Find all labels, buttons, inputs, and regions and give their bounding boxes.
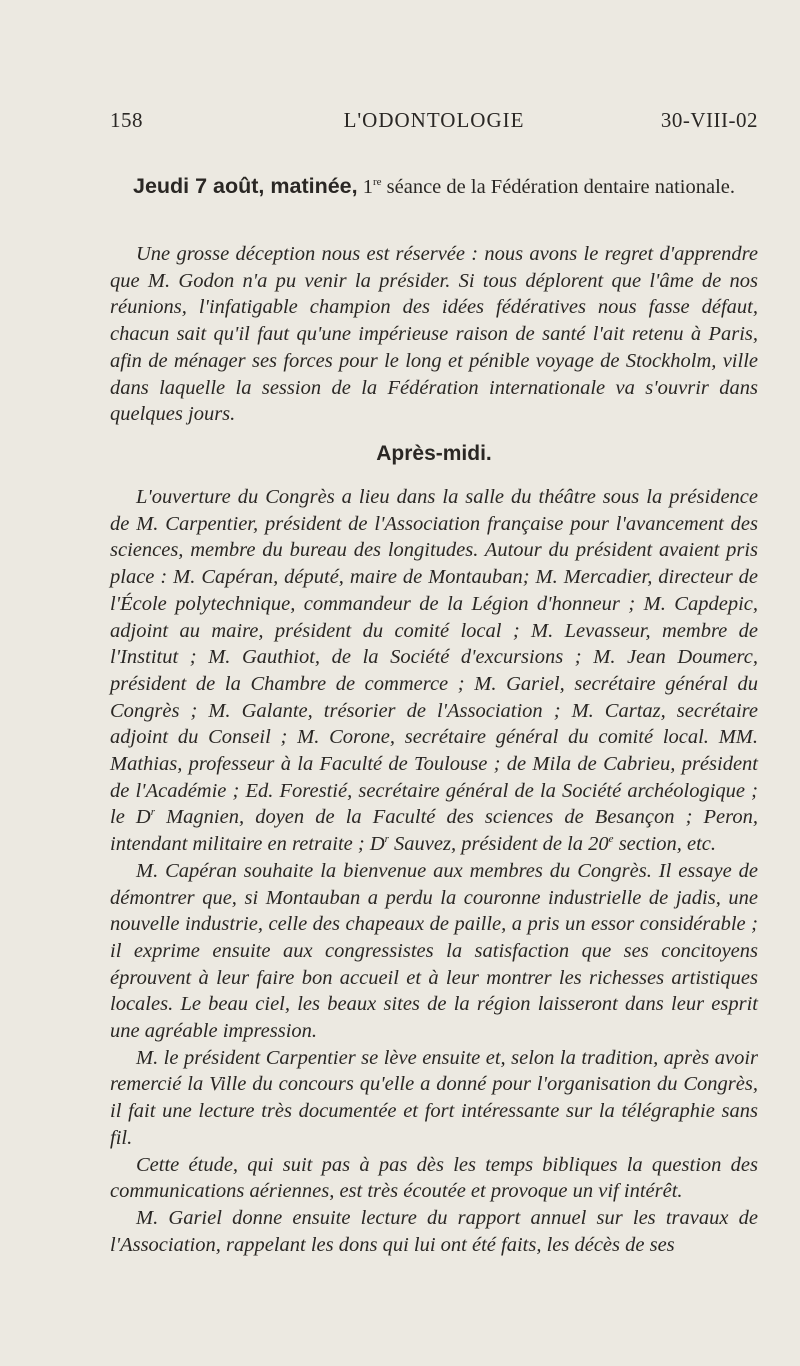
session-heading xyxy=(110,172,758,202)
page-number: 158 xyxy=(110,108,143,132)
journal-title: L'ODONTOLOGIE xyxy=(343,108,525,132)
afternoon-heading: Après-midi. xyxy=(376,442,492,465)
afternoon-section xyxy=(110,484,758,1258)
session-ordinal-suffix: re xyxy=(372,176,382,189)
paragraph-study: Cette étude, qui suit pas à pas dès les temps bibliques la question des communications aériennes, est très écoutée et provoque un vif intérêt. xyxy=(110,1153,758,1203)
paragraph-president: M. le président Carpentier se lève ensuite et, selon la tradition, après avoir remercié la Ville du concours qu'elle a donné pour l'organisation du Congrès, il fait une lecture très documentée et fort intéressante sur la télégraphie sans fil. xyxy=(110,1046,758,1149)
paragraph-opening: L'ouverture du Congrès a lieu dans la salle du théâtre sous la présidence de M. Carpentier, président de l'Association française pour l'avancement des sciences, membre du bureau des longitudes. Autour du président avaient pris place : M. Capéran, député, maire de Montauban; M. Mercadier, directeur de l'École polytechnique, commandeur de la Légion d'honneur ; M. Capdepic, adjoint au maire, président du comité local ; M. Levasseur, membre de l'Institut ; M. Gauthiot, de la Société d'excursions ; M. Jean Doumerc, président de la Chambre de commerce ; M. Gariel, secrétaire général du Congrès ; M. Galante, trésorier de l'Association ; M. Cartaz, secrétaire adjoint du Conseil ; M. Corone, secrétaire général du comité local. MM. Mathias, professeur à la Faculté de Toulouse ; de Mila de Cabrieu, président de l'Académie ; Ed. Forestié, secrétaire général de la Société archéologique ; le $D^r$ Magnien, doyen de la Faculté des sciences de Besançon ; Peron, intendant militaire en retraite ; $D^r$ Sauvez, président de la 20e section, etc. xyxy=(110,486,758,856)
paragraph: Une grosse déception nous est réservée : nous avons le regret d'apprendre que M. Godon n'a pu venir la présider. Si tous déplorent que l'âme de nos réunions, l'infatigable champion des idées fédératives nous fasse défaut, chacun sait qu'il faut qu'une impérieuse raison de santé l'ait retenu à Paris, afin de ménager ses forces pour le long et pénible voyage de Stockholm, ville dans laquelle la session de la Fédération internationale va s'ouvrir dans quelques jours. xyxy=(110,243,758,426)
morning-section xyxy=(110,241,758,428)
session-day: Jeudi 7 août, matinée, xyxy=(132,174,358,198)
session-title: séance de la Fédération dentaire nationale. xyxy=(386,176,735,198)
paragraph-welcome: M. Capéran souhaite la bienvenue aux membres du Congrès. Il essaye de démontrer que, si Montauban a perdu la couronne industrielle de jadis, une nouvelle industrie, celle des chapeaux de paille, a pris un essor considérable ; il exprime ensuite aux congressistes la satisfaction que ses concitoyens éprouvent à leur faire bon accueil et à leur montrer les richesses artistiques locales. Le beau ciel, les beaux sites de la région laisseront dans leur esprit une agréable impression. xyxy=(110,859,758,1043)
issue-date: 30-VIII-02 xyxy=(660,108,758,132)
paragraph-report: M. Gariel donne ensuite lecture du rapport annuel sur les travaux de l'Association, rappelant les dons qui lui ont été faits, les décès de ses xyxy=(110,1206,758,1256)
session-ordinal: 1 xyxy=(362,176,373,198)
